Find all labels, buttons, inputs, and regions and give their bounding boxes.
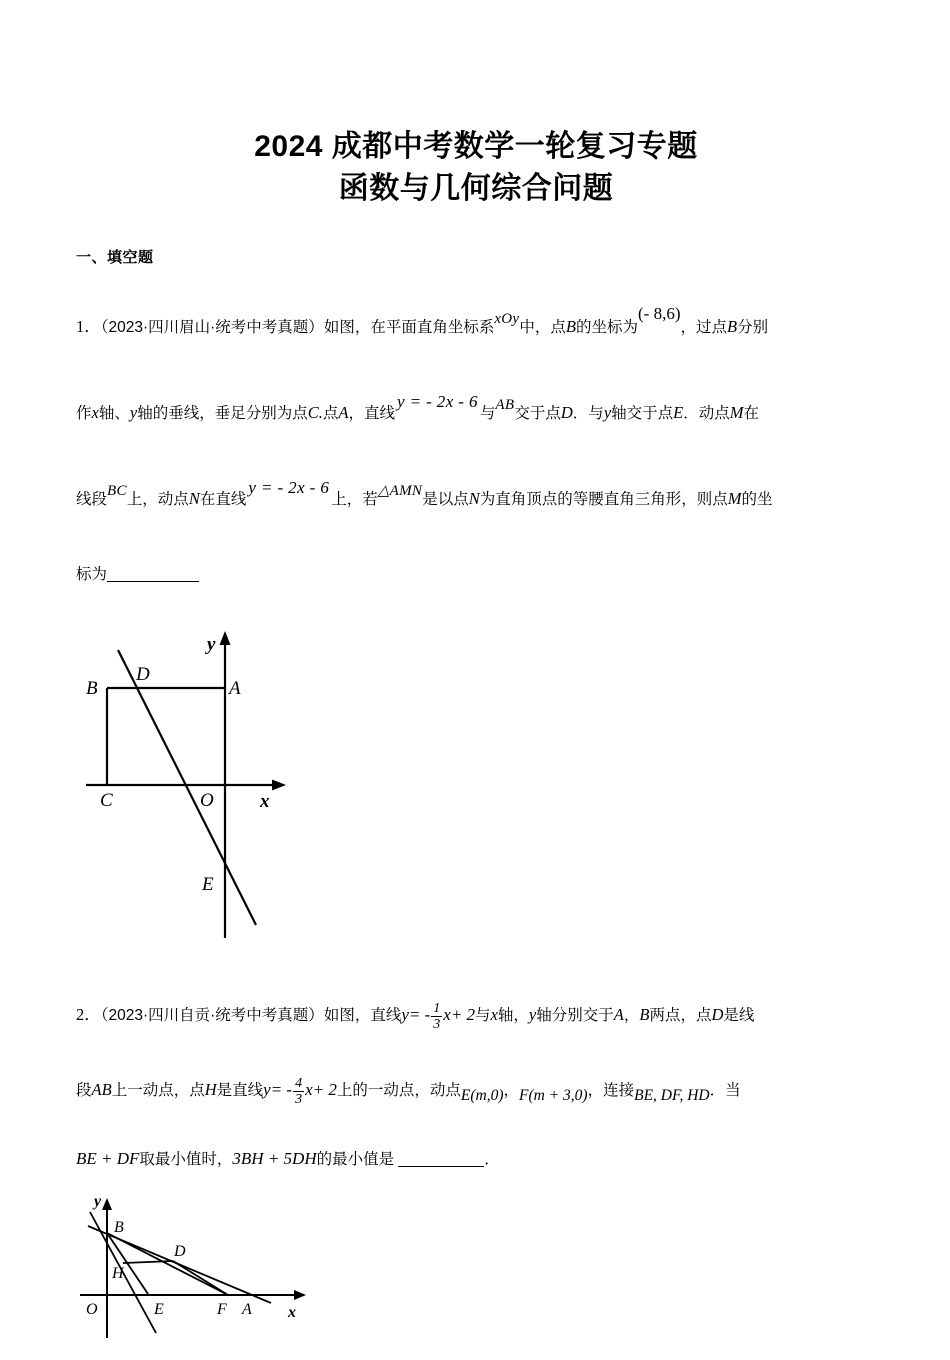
q1-l3-equation-1: y = - 2x - 6 <box>248 478 330 497</box>
question-2-line-2 <box>76 1053 876 1133</box>
q2-l2-var-h: H <box>204 1080 217 1099</box>
q1-l2-segment-ab: AB <box>495 397 515 413</box>
q2-l2-point-e: E <box>460 1087 471 1104</box>
segment-bf <box>107 1233 228 1295</box>
question-1 <box>76 277 876 612</box>
question-2-line-1 <box>76 978 876 1053</box>
q1-l2-t11: 在 <box>743 405 760 422</box>
q2-l2-segment-ab: AB <box>91 1080 112 1099</box>
q1-l1-math-coord: (- 8,6) <box>638 304 681 323</box>
q1-l2-var-x: x <box>91 403 99 422</box>
q2-l2-segments-list: BE, DF, HD <box>634 1087 710 1104</box>
q1-l2-var-y2: y <box>603 403 612 422</box>
x-axis-arrowhead <box>272 780 286 791</box>
q2-l1-fraction-one-third <box>431 1001 442 1032</box>
q2-l2-math-y: y <box>263 1080 271 1099</box>
question-1-line-4 <box>76 537 876 612</box>
figure1-label-y-axis: y <box>207 634 216 655</box>
question-2-line-3 <box>76 1133 876 1186</box>
q2-l1-frac-denominator: 3 <box>433 1017 441 1032</box>
question-2 <box>76 978 876 1186</box>
section-heading-fill-in-blank: 一、填空题 <box>76 249 154 266</box>
q1-l3-segment-bc: BC <box>107 483 127 499</box>
q1-l3-t4: 上，若 <box>331 491 378 508</box>
q1-l4-t1: 标为 <box>76 566 108 583</box>
q1-l2-t9: 轴交于点 <box>611 405 674 422</box>
question-2-source: （2023·四川自贡·统考中考真题） <box>100 1007 324 1024</box>
q1-l3-var-m2: M <box>727 489 742 508</box>
q2-l1-var-d: D <box>711 1005 724 1024</box>
figure2-label-B: B <box>114 1219 124 1236</box>
q1-l2-t2: 轴、 <box>98 405 130 422</box>
coordinate-figure-2 <box>76 1190 336 1350</box>
q1-l3-var-n2: N <box>468 489 480 508</box>
q2-l3-expression-be-plus-df: BE + DF <box>76 1149 140 1168</box>
question-1-line-3 <box>76 451 876 537</box>
q2-l2-frac-numerator: 4 <box>295 1075 303 1091</box>
q1-l1-t4: ，过点 <box>680 319 728 336</box>
title-line-1: 2024 成都中考数学一轮复习专题 <box>254 130 698 163</box>
figure1-label-x-axis: x <box>260 791 270 812</box>
q2-l2-math-eq: = - <box>270 1080 293 1099</box>
q2-l1-t4: 轴分别交于 <box>536 1007 614 1024</box>
q2-l1-math-plus2: + 2 <box>450 1005 476 1024</box>
q1-l2-var-m: M <box>729 403 744 422</box>
figure1-label-E: E <box>202 874 214 895</box>
figure2-label-E: E <box>154 1301 164 1318</box>
figure-2-container <box>76 1190 876 1360</box>
question-1-number: 1． <box>76 317 101 336</box>
q1-l3-t5: 是以点 <box>422 491 469 508</box>
q1-l1-var-b2: B <box>727 317 738 336</box>
q1-l3-var-n: N <box>188 489 200 508</box>
q1-l2-var-a: A <box>338 403 349 422</box>
q1-l2-t1: 作 <box>76 405 92 422</box>
q1-l2-var-d: D <box>560 403 573 422</box>
q2-l1-t2: 与 <box>475 1007 491 1024</box>
q2-l2-t1: 段 <box>76 1082 92 1099</box>
document-content <box>76 0 876 1360</box>
q2-l1-var-a: A <box>613 1005 624 1024</box>
q1-l1-t1: 如图，在平面直角坐标系 <box>323 319 495 336</box>
q1-l1-t2: 中，点 <box>519 319 566 336</box>
figure2-label-y-axis: y <box>94 1193 102 1210</box>
q2-answer-blank[interactable] <box>398 1166 484 1167</box>
q2-l1-math-y: y <box>401 1005 409 1024</box>
q2-l1-frac-numerator: 1 <box>433 1000 441 1016</box>
question-1-line-1 <box>76 277 876 365</box>
q1-l2-var-e: E <box>673 403 684 422</box>
segment-df <box>173 1261 228 1295</box>
q2-l2-t6: ，连接 <box>587 1082 635 1099</box>
q1-l2-t4: 点 <box>322 405 339 422</box>
q1-l2-var-c: C. <box>307 403 323 422</box>
q2-l1-t6: 两点，点 <box>649 1007 712 1024</box>
figure2-label-D: D <box>174 1243 186 1260</box>
figure1-label-D: D <box>136 664 150 685</box>
q2-l2-math-x: x <box>305 1080 313 1099</box>
figure-1-container <box>76 628 876 958</box>
q1-l2-t3: 轴的垂线，垂足分别为点 <box>137 405 308 422</box>
figure1-label-O: O <box>200 790 214 811</box>
figure1-label-A: A <box>229 678 241 699</box>
q1-l2-t7: 交于点 <box>514 405 561 422</box>
q2-l2-point-f-coord: (m + 3,0) <box>528 1087 588 1104</box>
page-title <box>76 0 876 210</box>
y-axis-arrowhead <box>220 631 231 645</box>
question-2-number: 2． <box>76 1005 101 1024</box>
q1-l2-t5: ，直线 <box>348 405 395 422</box>
q1-l2-t6: 与 <box>479 405 496 422</box>
q1-l3-triangle-amn: △AMN <box>377 483 423 499</box>
q1-l2-equation-1: y = - 2x - 6 <box>396 392 478 411</box>
q2-l3-t1: 取最小值时， <box>139 1151 233 1168</box>
q1-l1-math-xoy: xOy <box>494 311 520 327</box>
figure1-label-B: B <box>86 678 98 699</box>
q1-l2-t8: ．与 <box>572 405 604 422</box>
q1-l1-var-b1: B <box>565 317 576 336</box>
q2-l2-fraction-four-thirds <box>293 1076 304 1107</box>
x-axis-arrowhead <box>294 1290 306 1300</box>
figure2-label-x-axis: x <box>288 1304 296 1321</box>
q1-l2-t10: ．动点 <box>683 405 730 422</box>
q1-l3-t6: 为直角顶点的等腰直角三角形，则点 <box>479 491 728 508</box>
q1-l3-t3: 在直线 <box>199 491 247 508</box>
q1-l3-t1: 线段 <box>76 491 108 508</box>
q1-answer-blank[interactable] <box>107 581 199 582</box>
q2-l1-var-b: B <box>639 1005 650 1024</box>
q2-l3-t2: 的最小值是 <box>316 1151 395 1168</box>
q1-l2-var-y: y <box>129 403 138 422</box>
q1-l3-t7: 的坐 <box>741 491 773 508</box>
q2-l1-t1: 如图，直线 <box>323 1007 402 1024</box>
q2-l2-t5: ， <box>503 1082 520 1099</box>
figure2-label-H: H <box>112 1265 124 1282</box>
q2-l2-math-plus2: + 2 <box>312 1080 337 1099</box>
q2-l3-t3: ． <box>484 1151 500 1168</box>
y-axis-arrowhead <box>102 1198 112 1210</box>
q1-l3-t2: 上，动点 <box>126 491 189 508</box>
q2-l2-t3: 是直线 <box>216 1082 264 1099</box>
q1-l1-t3: 的坐标为 <box>576 319 639 336</box>
q2-l1-math-eq: = - <box>408 1005 431 1024</box>
q2-l2-frac-denominator: 3 <box>295 1092 303 1107</box>
q2-l2-t4: 上的一动点，动点 <box>336 1082 461 1099</box>
figure2-label-O: O <box>86 1301 98 1318</box>
figure2-label-A: A <box>242 1301 252 1318</box>
q2-l1-var-y: y <box>528 1005 537 1024</box>
question-1-source: （2023·四川眉山·统考中考真题） <box>100 319 324 336</box>
q2-l2-t7: ．当 <box>709 1082 741 1099</box>
title-line-2: 函数与几何综合问题 <box>338 172 614 205</box>
coordinate-figure-1 <box>76 628 396 958</box>
q1-l1-t5: 分别 <box>737 319 769 336</box>
q2-l1-t7: 是线 <box>723 1007 755 1024</box>
q2-l2-point-e-coord: (m,0) <box>470 1087 504 1104</box>
figure1-label-C: C <box>100 790 113 811</box>
question-1-line-2 <box>76 365 876 451</box>
q2-l1-math-x: x <box>443 1005 451 1024</box>
figure2-label-F: F <box>217 1301 227 1318</box>
q2-l1-t5: ， <box>623 1007 640 1024</box>
q2-l2-t2: 上一动点，点 <box>111 1082 205 1099</box>
q2-l1-t3: 轴， <box>497 1007 529 1024</box>
q2-l2-point-f: F <box>519 1087 529 1104</box>
q2-l3-expression-3bh-plus-5dh: 3BH + 5DH <box>232 1149 317 1168</box>
q2-l1-var-x: x <box>490 1005 498 1024</box>
